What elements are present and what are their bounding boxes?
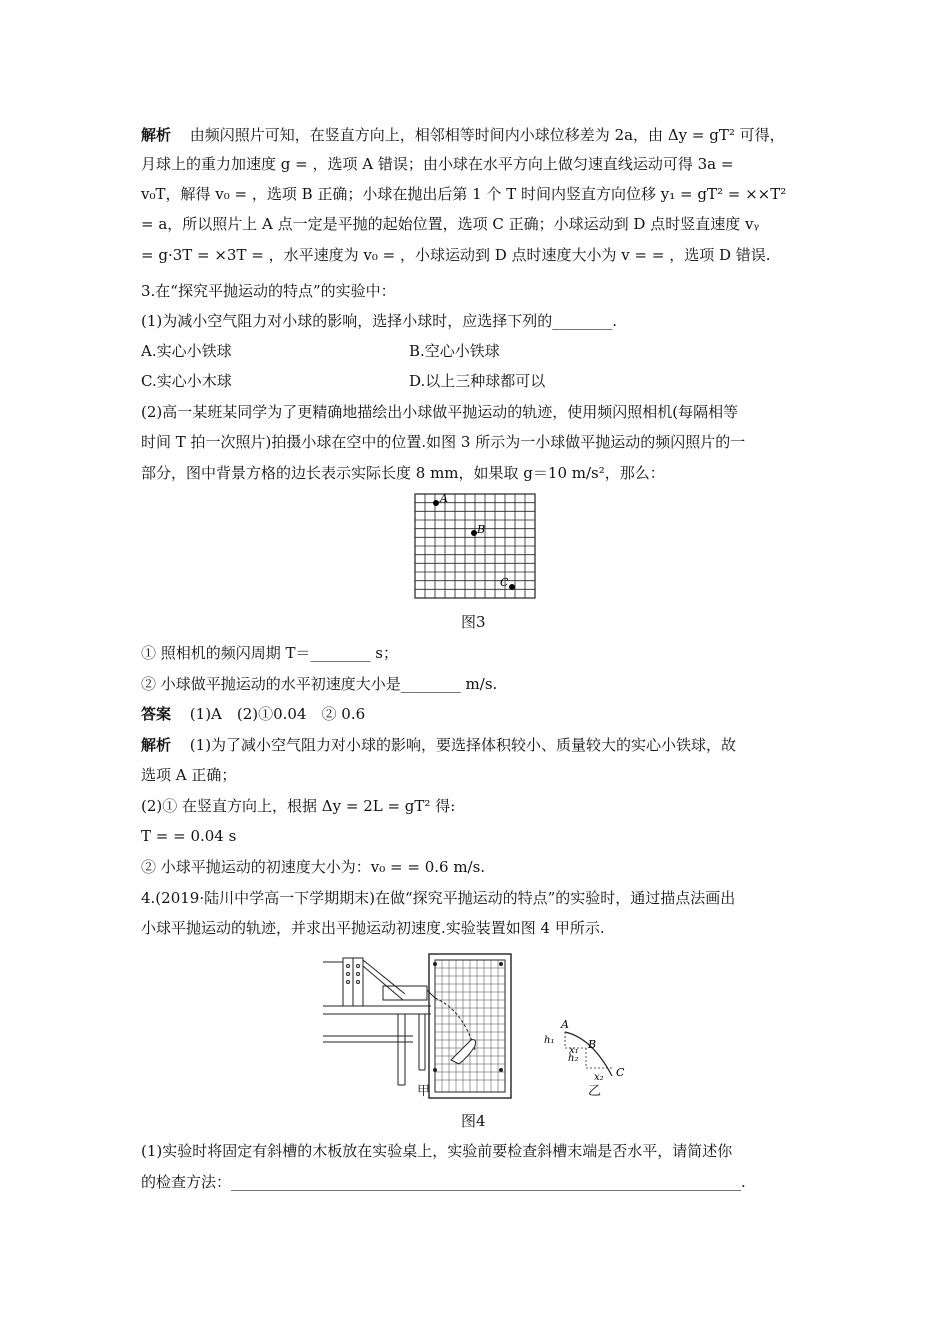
- q3-subquestion-1: ① 照相机的频闪周期 T＝________ s；: [141, 644, 399, 662]
- analysis-line-1: [141, 124, 785, 146]
- q3-analysis-line-1: [141, 734, 736, 756]
- q3-part2-line-3: 部分，图中背景方格的边长表示实际长度 8 mm，如果取 g＝10 m/s²，那么：: [141, 464, 665, 482]
- analysis-line-5: = g·3T = ×3T = ，水平速度为 v₀ = ，小球运动到 D 点时速度大小为 v = = ，选项 D 错误.: [141, 246, 771, 264]
- answer-label: 答案: [141, 705, 172, 723]
- analysis-line-3: v₀T，解得 v₀ = ，选项 B 正确；小球在抛出后第 1 个 T 时间内竖直方向位移 y₁ = gT² = ××T²: [141, 185, 787, 203]
- answer-text: (1)A (2)①0.04 ② 0.6: [189, 705, 366, 723]
- analysis-line-2: 月球上的重力加速度 g = ，选项 A 错误；由小球在水平方向上做匀速直线运动可得 3a =: [141, 155, 734, 173]
- traj-h2: h₂: [568, 1053, 579, 1064]
- point-a-label: A: [440, 492, 448, 505]
- traj-point-c: C: [616, 1066, 625, 1079]
- point-c-dot: [509, 584, 515, 590]
- q3-option-d: D.以上三种球都可以: [409, 372, 546, 390]
- figure-4-label-jia: 甲: [417, 1084, 431, 1099]
- analysis-text: 由频闪照片可知，在竖直方向上，相邻相等时间内小球位移差为 2a，由 Δy = gT² 可得，: [189, 126, 785, 144]
- q3-part2-line-2: 时间 T 拍一次照片)拍摄小球在空中的位置.如图 3 所示为一小球做平抛运动的频闪照片的一: [141, 433, 746, 451]
- q4-part1-line-1: (1)实验时将固定有斜槽的木板放在实验桌上，实验前要检查斜槽末端是否水平，请简述你: [141, 1142, 733, 1160]
- figure-4-trajectory: [540, 1018, 630, 1100]
- q3-answer: [141, 703, 365, 725]
- point-c-label: C: [500, 576, 509, 589]
- q3-stem: 3.在“探究平抛运动的特点”的实验中：: [141, 282, 396, 300]
- q3-part2-line-1: (2)高一某班某同学为了更精确地描绘出小球做平抛运动的轨迹，使用频闪照相机(每隔相等: [141, 403, 739, 421]
- traj-h1: h₁: [544, 1035, 555, 1046]
- traj-point-a: A: [561, 1018, 569, 1031]
- traj-point-b: B: [588, 1038, 597, 1051]
- q3-subquestion-2: ② 小球做平抛运动的水平初速度大小是________ m/s.: [141, 675, 498, 693]
- figure-4-caption: 图4: [461, 1112, 486, 1130]
- q3-analysis-line-5: ② 小球平抛运动的初速度大小为：v₀ = = 0.6 m/s.: [141, 858, 486, 876]
- figure-4-label-yi: 乙: [588, 1084, 602, 1099]
- traj-x2: x₂: [594, 1072, 604, 1083]
- figure-3-grid: [413, 492, 537, 600]
- analysis-label: 解析: [141, 126, 172, 144]
- q3-analysis-line-4: T = = 0.04 s: [141, 827, 237, 845]
- q3-option-b: B.空心小铁球: [409, 342, 500, 360]
- analysis-label-2: 解析: [141, 736, 172, 754]
- q3-part1: (1)为减小空气阻力对小球的影响，选择小球时，应选择下列的________.: [141, 312, 618, 330]
- q4-stem-line-2: 小球平抛运动的轨迹，并求出平抛运动初速度.实验装置如图 4 甲所示.: [141, 919, 605, 937]
- analysis-line-4: = a，所以照片上 A 点一定是平抛的起始位置，选项 C 正确；小球运动到 D 点时竖直速度 vᵧ: [141, 215, 760, 233]
- q4-part1-line-2: 的检查方法：____________________________________________________________________.: [141, 1173, 746, 1191]
- point-a-dot: [433, 500, 439, 506]
- q3-option-c: C.实心小木球: [141, 372, 232, 390]
- analysis-text-2: (1)为了减小空气阻力对小球的影响，要选择体积较小、质量较大的实心小铁球，故: [189, 736, 737, 754]
- q4-stem-line-1: 4.(2019·陆川中学高一下学期期末)在做“探究平抛运动的特点”的实验时，通过描点法画出: [141, 889, 736, 907]
- figure-3-caption: 图3: [461, 613, 486, 631]
- q3-option-a: A.实心小铁球: [141, 342, 232, 360]
- traj-x1: x₁: [569, 1045, 579, 1056]
- point-b-label: B: [477, 523, 486, 536]
- q3-analysis-line-3: (2)① 在竖直方向上，根据 Δy = 2L = gT² 得:: [141, 797, 456, 815]
- q3-analysis-line-2: 选项 A 正确；: [141, 766, 237, 784]
